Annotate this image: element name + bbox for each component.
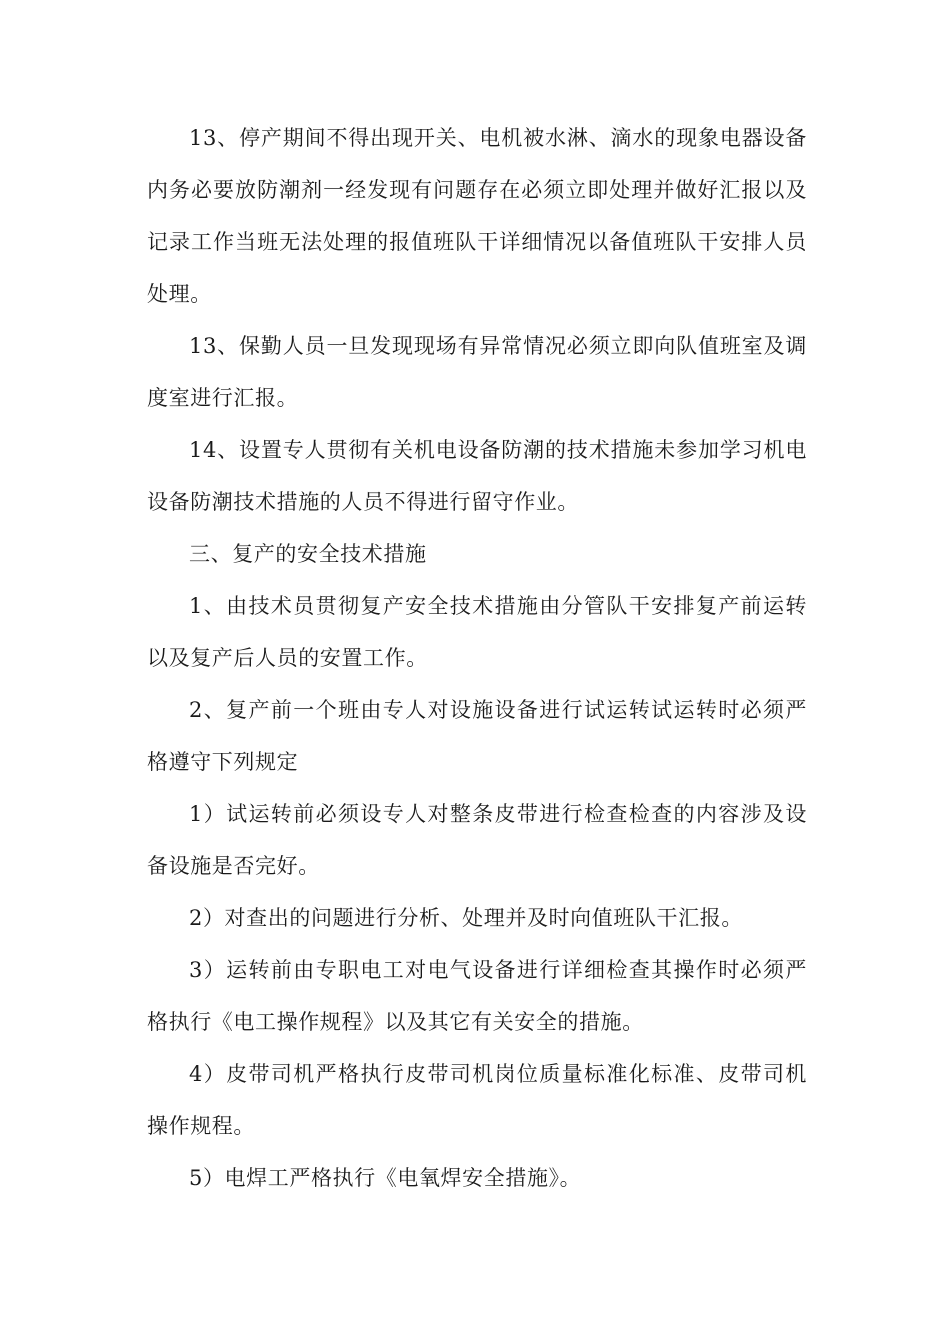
- paragraph: 13、保勤人员一旦发现现场有异常情况必须立即向队值班室及调度室进行汇报。: [147, 334, 807, 410]
- paragraph: 2、复产前一个班由专人对设施设备进行试运转试运转时必须严格遵守下列规定: [147, 698, 807, 774]
- list-item: 5）电焊工严格执行《电氧焊安全措施》。: [189, 1166, 582, 1190]
- paragraph: 1、由技术员贯彻复产安全技术措施由分管队干安排复产前运转以及复产后人员的安置工作。: [147, 594, 807, 670]
- paragraph: 13、停产期间不得出现开关、电机被水淋、滴水的现象电器设备内务必要放防潮剂一经发现有问题存在必须立即处理并做好汇报以及记录工作当班无法处理的报值班队干详细情况以备值班队干安排人员处理。: [147, 126, 807, 306]
- section-heading: 三、复产的安全技术措施: [189, 542, 427, 566]
- list-item: 3）运转前由专职电工对电气设备进行详细检查其操作时必须严格执行《电工操作规程》以及其它有关安全的措施。: [147, 958, 807, 1034]
- document-body: [147, 112, 807, 1204]
- list-item: 2）对查出的问题进行分析、处理并及时向值班队干汇报。: [189, 906, 743, 930]
- list-item: 1）试运转前必须设专人对整条皮带进行检查检查的内容涉及设备设施是否完好。: [147, 802, 807, 878]
- paragraph: 14、设置专人贯彻有关机电设备防潮的技术措施未参加学习机电设备防潮技术措施的人员不得进行留守作业。: [147, 438, 807, 514]
- list-item: 4）皮带司机严格执行皮带司机岗位质量标准化标准、皮带司机操作规程。: [147, 1062, 807, 1138]
